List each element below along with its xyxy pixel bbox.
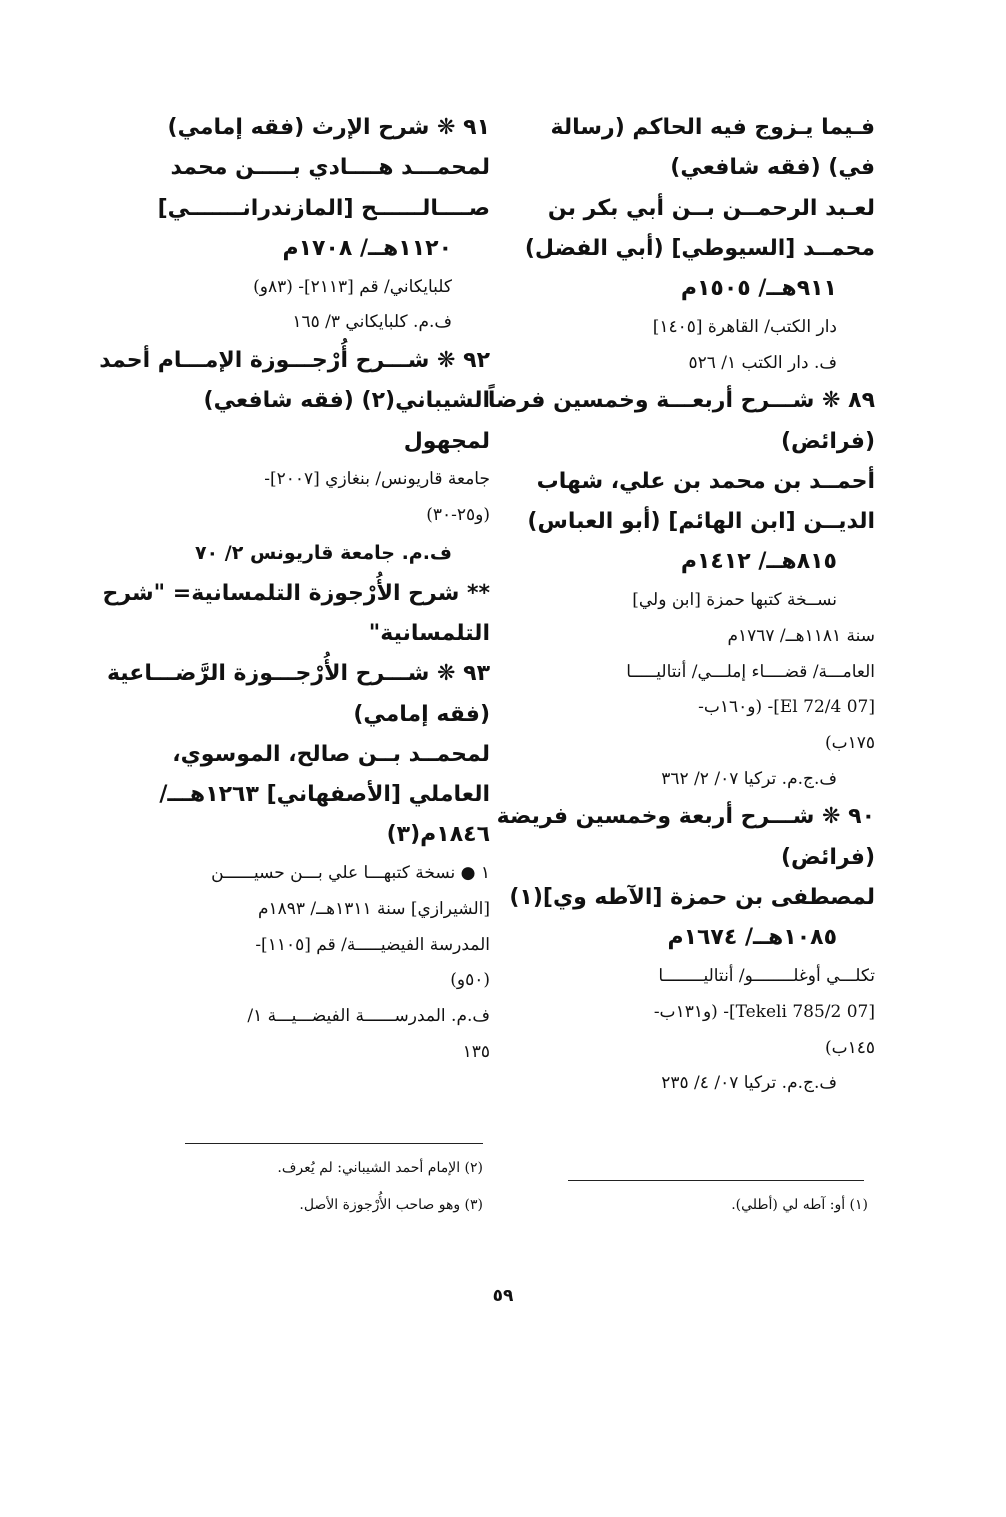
entry-heading-line: لعـبد الرحمــن بــن أبي بكر بن [547,195,875,221]
footnote-1: (١) أو: آطه لي (أطلي). [731,1197,868,1213]
entry-heading-line: لمحمــد بــن صالح، الموسوي، [172,741,490,767]
entry-detail-line: العامـــة/ قضــــاء إملـــي/ أنتاليـــــا [626,661,875,682]
entry-detail-line: ف. دار الكتب ١/ ٥٢٦ [688,352,837,373]
entry-detail-line: [07 Tekeli 785/2]- (و١٣١ب- [653,1001,875,1022]
entry-heading-line: فـيما يـزوج فيه الحاكم (رسالة [550,115,875,141]
right-column [487,108,875,1102]
entry-heading-line: لمجهول [403,428,490,454]
entry-detail-line: ١٣٥ [462,1042,490,1063]
entry-detail-line: كلبايكاني/ قم [٢١١٣]- (٨٣و) [253,276,452,297]
entry-detail-line: تكلـــي أوغلــــــــو/ أنتاليــــــــا [658,965,875,986]
entry-heading-line: ١١٢٠هــ/ ١٧٠٨م [282,236,452,262]
entry-detail-line: (و٢٥-٣٠) [426,504,490,525]
entry-detail-line: ف.ج.م. تركيا ٠٧/ ٢/ ٣٦٢ [661,768,837,789]
entry-heading-line: الديــن [ابن الهائم] (أبو العباس) [527,509,875,535]
entry-heading-line: التلمسانية" [368,621,490,646]
entry-heading-line: (فرائض) [780,844,875,870]
entry-heading-line: صــــالــــــح [المازندرانـــــــي] [157,195,490,221]
entry-detail-line: ١ ● نسخة كتبهـــا علي بـــن حسيــــــن [211,863,490,884]
entry-detail-line: دار الكتب/ القاهرة [١٤٠٥] [652,316,837,337]
entry-heading-line: ٩١ ❋ شرح الإرث (فقه إمامي) [167,115,490,141]
footnote-2: (٢) الإمام أحمد الشيباني: لم يُعرف. [277,1160,483,1176]
entry-heading-line: ٨١٥هــ/ ١٤١٢م [680,549,837,575]
entry-detail-line: ف.ج.م. تركيا ٠٧/ ٤/ ٢٣٥ [661,1073,837,1094]
entry-heading-line: ٩٢ ❋ شـــرح أُرْجـــوزة الإمـــام أحمد [99,347,490,373]
entry-heading-line: ف.م. جامعة قاريونس ٢/ ٧٠ [194,541,452,564]
entry-heading-line: في) (فقه شافعي) [670,155,875,181]
entry-heading-line: محمــد [السيوطي] (أبي الفضل) [524,236,875,262]
entry-detail-line: [الشيرازي] سنة ١٣١١هــ/ ١٨٩٣م [257,898,490,919]
entry-heading-line: الشيباني(٢) (فقه شافعي) [203,388,490,414]
entry-heading-line: العاملي [الأصفهاني] ١٢٦٣هـــ/ [159,782,490,808]
entry-heading-line: ١٠٨٥هــ/ ١٦٧٤م [667,925,837,951]
entry-detail-line: ١٤٥ب) [824,1037,875,1058]
entry-detail-line: جامعة قاريونس/ بنغازي [٢٠٠٧]- [264,469,490,490]
footnote-3: (٣) وهو صاحب الأُرْجوزة الأصل. [299,1197,483,1213]
entry-heading-line: لمصطفى بن حمزة [الآطه وي](١) [509,885,875,911]
footnote-rule-left [185,1143,483,1144]
entry-heading-line: ٨٩ ❋ شـــرح أربعـــة وخمسين فرضاً [487,388,875,414]
entry-detail-line: ف.م. كلبايكاني ٣/ ١٦٥ [292,312,452,333]
entry-heading-line: ٩٠ ❋ شـــرح أربعة وخمسين فريضة [496,804,875,830]
entry-detail-line: نســخة كتبها حمزة [ابن ولي] [632,589,837,610]
entry-detail-line: (٥٠و) [450,970,490,991]
entry-detail-line: المدرسة الفيضيـــــة/ قم [١١٠٥]- [255,934,490,955]
page-number: ٥٩ [492,1286,514,1306]
entry-heading-line: ٩١١هــ/ ١٥٠٥م [680,276,837,302]
entry-heading-line: ١٨٤٦م(٣) [386,822,490,848]
entry-heading-line: ** شرح الأُرْجوزة التلمسانية= "شرح [102,580,490,606]
entry-detail-line: [07 El 72/4]- (و١٦٠ب- [698,697,875,718]
entry-detail-line: ف.م. المدرســــــة الفيضـــيـــة ١/ [247,1006,490,1027]
entry-heading-line: لمحمـــد هــــادي بـــــن محمد [170,155,490,181]
footnote-rule-right [568,1180,864,1181]
entry-detail-line: سنة ١١٨١هــ/ ١٧٦٧م [727,625,875,646]
entry-heading-line: (فقه إمامي) [353,701,490,727]
entry-heading-line: ٩٣ ❋ شـــرح الأُرْجـــوزة الرَّضـــاعية [106,661,490,687]
left-column [99,108,490,1070]
entry-detail-line: ١٧٥ب) [824,733,875,754]
entry-heading-line: أحمــد بن محمد بن علي، شهاب [536,468,875,494]
entry-heading-line: (فرائض) [780,428,875,454]
